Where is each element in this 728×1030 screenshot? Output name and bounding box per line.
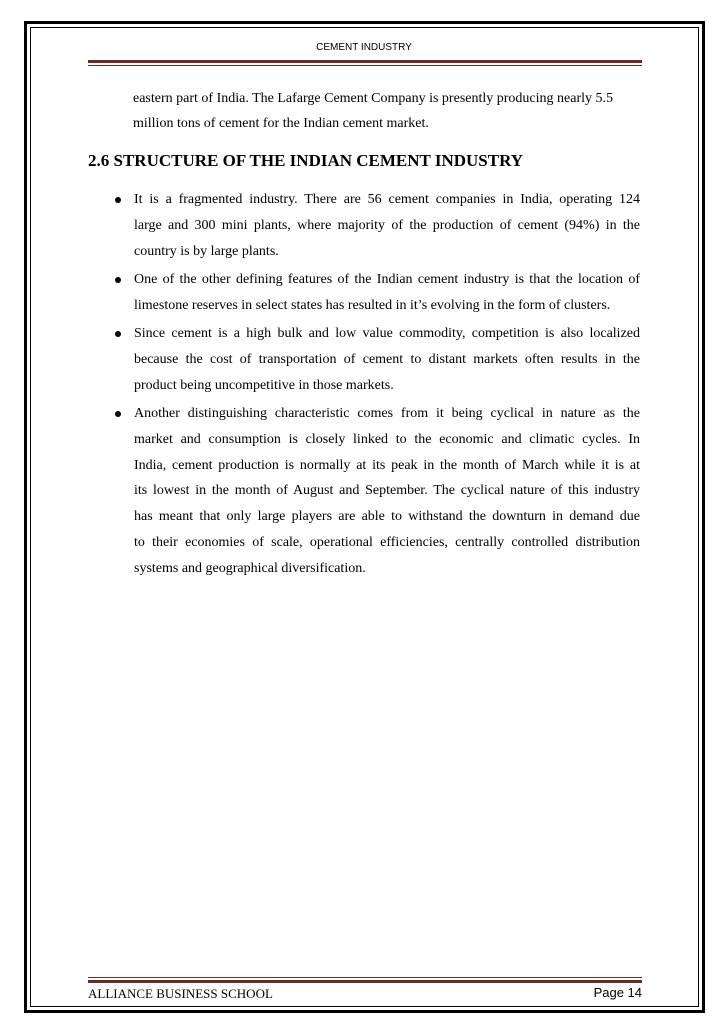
bullet-line: It is a fragmented industry. There are 56 cement companies in India, operating 124 — [134, 192, 640, 207]
header-rule-thin — [88, 65, 642, 66]
footer-page-number: Page 14 — [593, 985, 642, 1000]
bullet-line: Another distinguishing characteristic comes from it being cyclical in nature as the — [134, 406, 640, 421]
bullet-line: its lowest in the month of August and September. The cyclical nature of this industry — [134, 483, 640, 498]
footer-rule — [88, 980, 642, 983]
intro-line: million tons of cement for the Indian cement market. — [133, 116, 429, 131]
footer-school-name: ALLIANCE BUSINESS SCHOOL — [88, 986, 273, 1001]
bullet-line: country is by large plants. — [134, 244, 279, 259]
bullet-line: market and consumption is closely linked to the economic and climatic cycles. In — [134, 432, 640, 447]
bullet-line: Since cement is a high bulk and low value commodity, competition is also localized — [134, 326, 640, 341]
footer-rule-thin — [88, 977, 642, 978]
bullet-line: systems and geographical diversification. — [134, 561, 366, 576]
bullet-line: One of the other defining features of the Indian cement industry is that the location of — [134, 272, 640, 287]
header-rule — [88, 60, 642, 63]
bullet-line: large and 300 mini plants, where majority of the production of cement (94%) in the — [134, 218, 640, 233]
section-heading: 2.6 STRUCTURE OF THE INDIAN CEMENT INDUSTRY — [88, 151, 524, 170]
bullet-icon — [115, 331, 121, 337]
bullet-icon — [115, 277, 121, 283]
bullet-line: has meant that only large players are able to withstand the downturn in demand due — [134, 509, 640, 524]
bullet-line: limestone reserves in select states has resulted in it’s evolving in the form of clusters. — [134, 298, 611, 313]
intro-line: eastern part of India. The Lafarge Cement Company is presently producing nearly 5.5 — [133, 91, 613, 106]
bullet-line: to their economies of scale, operational efficiencies, centrally controlled distribution — [134, 535, 640, 550]
bullet-icon — [115, 197, 121, 203]
bullet-line: product being uncompetitive in those markets. — [134, 378, 394, 393]
bullet-line: because the cost of transportation of cement to distant markets often results in the — [134, 352, 640, 367]
bullet-icon — [115, 411, 121, 417]
header-title: CEMENT INDUSTRY — [316, 42, 412, 53]
bullet-line: India, cement production is normally at its peak in the month of March while it is at — [134, 458, 640, 473]
